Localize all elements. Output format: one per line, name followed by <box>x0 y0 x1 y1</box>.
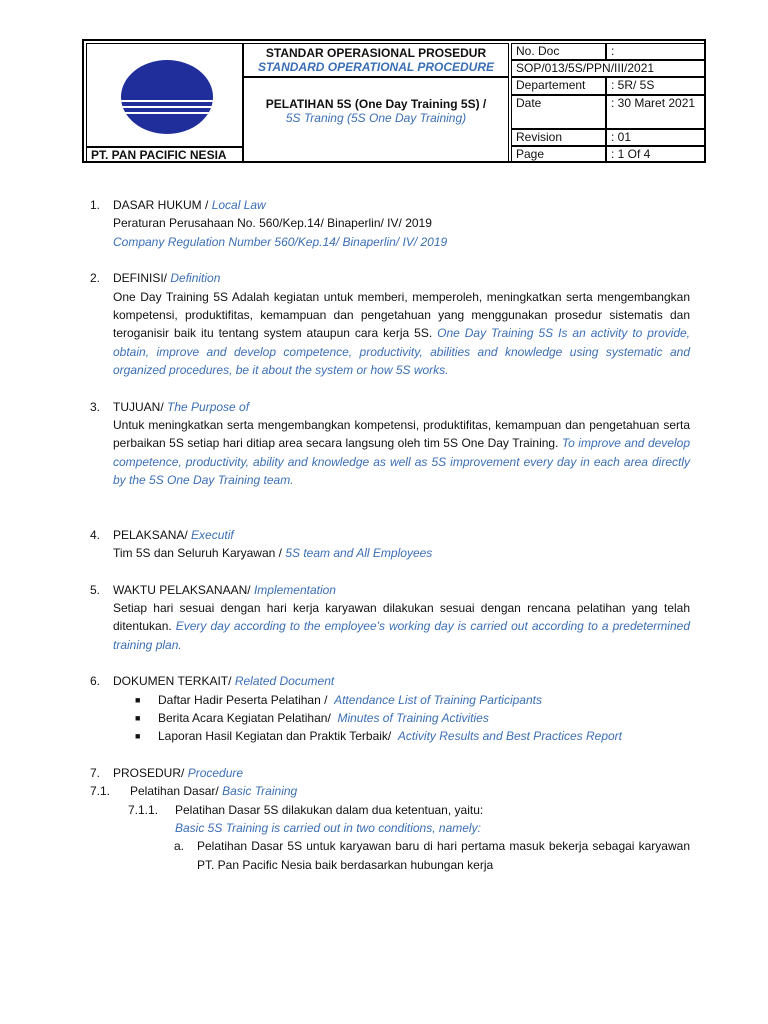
bullet-icon: ■ <box>135 694 141 705</box>
list-item-text: Berita Acara Kegiatan Pelatihan/ <box>158 710 331 725</box>
section-title: WAKTU PELAKSANAAN/ <box>113 582 251 597</box>
list-item <box>135 709 690 727</box>
meta-value: : 01 <box>606 129 706 146</box>
section-legal-basis <box>90 196 690 251</box>
section-number: 7. <box>90 765 101 780</box>
section-number: 4. <box>90 527 101 542</box>
subsubsection-text-en: Basic 5S Training is carried out in two conditions, namely: <box>175 820 481 835</box>
section-implementation <box>90 581 690 655</box>
subsection-title-en: Basic Training <box>222 784 298 799</box>
subsection-number: 7.1. <box>90 784 111 799</box>
section-title-en: Related Document <box>234 674 335 689</box>
sop-subject-en: 5S Traning (5S One Day Training) <box>285 111 467 125</box>
section-number: 6. <box>90 674 101 689</box>
list-item-text: Laporan Hasil Kegiatan dan Praktik Terbaik/ <box>158 729 392 744</box>
list-item-text-en: Activity Results and Best Practices Report <box>397 729 623 744</box>
section-title: PELAKSANA/ <box>113 527 188 542</box>
section-title-en: Implementation <box>253 582 336 597</box>
list-item-text: Daftar Hadir Peserta Pelatihan / <box>158 692 328 707</box>
section-procedure <box>90 764 690 782</box>
section-text: Setiap hari sesuai dengan hari kerja karyawan dilakukan sesuai dengan rencana pelatihan yang telah ditentukan. <box>113 600 690 634</box>
section-title-en: Executif <box>191 527 234 542</box>
section-text-en: 5S team and All Employees <box>285 546 433 561</box>
related-docs-list <box>135 691 690 746</box>
section-text-en: Company Regulation Number 560/Kep.14/ Binaperlin/ IV/ 2019 <box>113 234 448 249</box>
bullet-icon: ■ <box>135 731 141 742</box>
section-title-en: Definition <box>170 271 221 286</box>
section-number: 2. <box>90 271 101 286</box>
item-letter: a. <box>174 839 185 854</box>
subsubsection-text: Pelatihan Dasar 5S dilakukan dalam dua ketentuan, yaitu: <box>175 802 484 817</box>
subsection-title: Pelatihan Dasar/ <box>130 784 219 799</box>
section-executor <box>90 526 690 563</box>
section-purpose <box>90 398 690 490</box>
sop-title-en: STANDARD OPERATIONAL PROCEDURE <box>257 60 494 74</box>
meta-label: Departement <box>511 77 606 95</box>
section-definition <box>90 269 690 379</box>
meta-label: No. Doc <box>511 43 606 60</box>
section-title: DOKUMEN TERKAIT/ <box>113 674 232 689</box>
section-number: 5. <box>90 582 101 597</box>
section-title-en: Procedure <box>187 765 244 780</box>
list-item <box>135 727 690 745</box>
subsubsection-number: 7.1.1. <box>128 802 159 817</box>
subsection-basic-training <box>90 782 690 800</box>
section-title: DASAR HUKUM / <box>113 198 209 212</box>
list-item <box>135 691 690 709</box>
logo-cell <box>86 43 243 147</box>
sop-subject <box>243 77 509 163</box>
document-body <box>90 196 690 874</box>
section-title: TUJUAN/ <box>113 399 164 414</box>
item-text: Pelatihan Dasar 5S untuk karyawan baru di hari pertama masuk bekerja sebagai karyawan PT. Pan Pacific Nesia baik berdasarkan hubungan kerja <box>197 839 690 872</box>
subsubsection <box>90 801 690 838</box>
meta-value: : 30 Maret 2021 <box>606 95 706 129</box>
section-number: 3. <box>90 399 101 414</box>
meta-label: Date <box>511 95 606 129</box>
section-title: PROSEDUR/ <box>113 765 185 780</box>
section-text-en: Every day according to the employee's working day is carried out according to a predetermined training plan. <box>113 619 690 652</box>
procedure-item-a <box>90 837 690 874</box>
bullet-icon: ■ <box>135 712 141 723</box>
document-header <box>82 39 706 163</box>
meta-value: : 5R/ 5S <box>606 77 706 95</box>
section-title-en: The Purpose of <box>167 399 250 414</box>
section-title-en: Local Law <box>211 198 266 212</box>
section-related-docs <box>90 672 690 746</box>
section-text: Tim 5S dan Seluruh Karyawan / <box>113 546 282 561</box>
sop-title-id: STANDAR OPERASIONAL PROSEDUR <box>265 46 487 60</box>
section-text-en: To improve and develop competence, productivity, ability and knowledge as well as 5S improvement every day in each area directly by the 5S One Day Training team. <box>113 436 690 488</box>
company-logo <box>121 60 213 134</box>
meta-value: : 1 Of 4 <box>606 146 706 163</box>
section-title: DEFINISI/ <box>113 271 168 286</box>
section-number: 1. <box>90 198 101 212</box>
section-text: Peraturan Perusahaan No. 560/Kep.14/ Binaperlin/ IV/ 2019 <box>113 216 432 231</box>
section-text: One Day Training 5S Adalah kegiatan untuk memberi, memperoleh, meningkatkan serta mengembangkan kompetensi, produktifitas, kemampuan dan pengetahuan yang menggunakan prosedur sistematis dan teroganisir baik itu tentang system ataupun cara kerja 5S. <box>113 289 690 341</box>
meta-value: : <box>606 43 706 60</box>
section-text: Untuk meningkatkan serta mengembangkan kompetensi, produktifitas, kemampuan dan pengetahuan serta perbaikan 5S setiap hari ditiap area secara langsung oleh tim 5S One Day Training. <box>113 418 690 451</box>
meta-label: Page <box>511 146 606 163</box>
list-item-text-en: Attendance List of Training Participants <box>334 692 542 707</box>
section-text-en: One Day Training 5S Is an activity to provide, obtain, improve and develop competence, productivity, abilities and knowledge using systematic and organized procedures, be it about the system or how 5S works. <box>113 326 690 378</box>
meta-label: SOP/013/5S/PPN/III/2021 <box>511 60 706 77</box>
sop-title <box>243 43 509 77</box>
sop-subject-id: PELATIHAN 5S (One Day Training 5S) / <box>265 97 487 111</box>
meta-label: Revision <box>511 129 606 146</box>
company-name: PT. PAN PACIFIC NESIA <box>86 147 243 163</box>
list-item-text-en: Minutes of Training Activities <box>337 710 489 725</box>
